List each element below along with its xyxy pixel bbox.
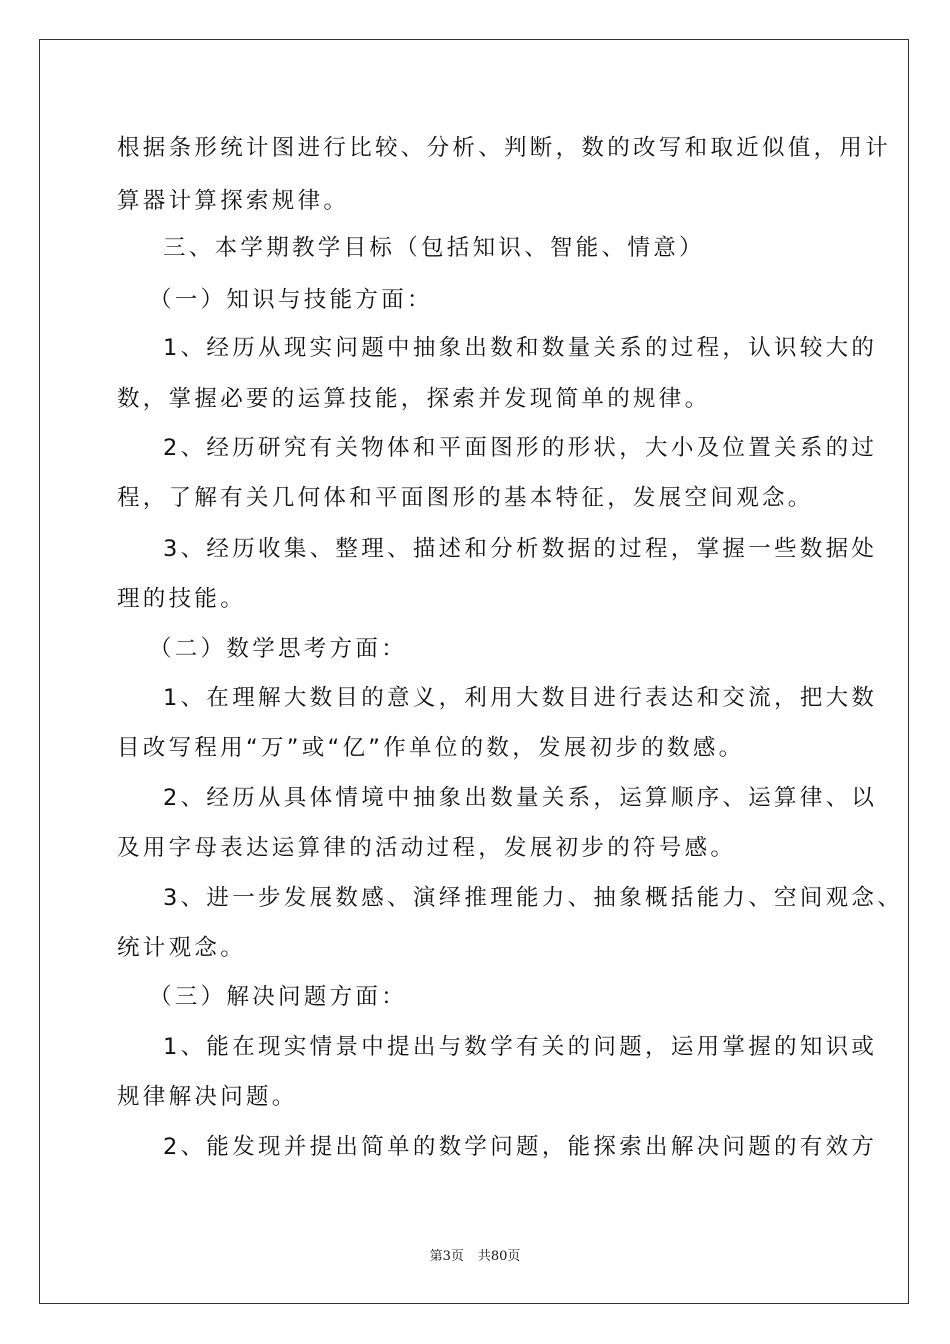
text-line: 规律解决问题。 <box>117 1084 298 1110</box>
text-line: 目改写程用“万”或“亿”作单位的数，发展初步的数感。 <box>117 735 745 761</box>
text-line: 2、能发现并提出简单的数学问题，能探索出解决问题的有效方 <box>163 1134 878 1160</box>
text-line: 3、经历收集、整理、描述和分析数据的过程，掌握一些数据处 <box>163 536 878 562</box>
page-border <box>39 39 909 1304</box>
text-line: 数，掌握必要的运算技能，探索并发现简单的规律。 <box>117 386 711 412</box>
text-line: 2、经历从具体情境中抽象出数量关系，运算顺序、运算律、以 <box>163 785 878 811</box>
page-footer <box>0 1245 950 1264</box>
subsection-heading: （一）知识与技能方面： <box>149 287 433 313</box>
section-heading: 三、本学期教学目标（包括知识、智能、情意） <box>163 235 705 261</box>
text-line: 1、能在现实情景中提出与数学有关的问题，运用掌握的知识或 <box>163 1034 878 1060</box>
text-line: 统计观念。 <box>117 935 247 961</box>
subsection-heading: （三）解决问题方面： <box>149 984 408 1010</box>
total-pages: 共80页 <box>477 1249 521 1264</box>
subsection-heading: （二）数学思考方面： <box>149 636 408 662</box>
text-line: 根据条形统计图进行比较、分析、判断，数的改写和取近似值，用计 <box>117 135 892 161</box>
page-number: 第3页 <box>429 1249 464 1264</box>
text-line: 算器计算探索规律。 <box>117 188 350 214</box>
text-line: 及用字母表达运算律的活动过程，发展初步的符号感。 <box>117 835 737 861</box>
text-line: 3、进一步发展数感、演绎推理能力、抽象概括能力、空间观念、 <box>163 885 904 911</box>
text-line: 2、经历研究有关物体和平面图形的形状，大小及位置关系的过 <box>163 435 878 461</box>
text-line: 程，了解有关几何体和平面图形的基本特征，发展空间观念。 <box>117 485 814 511</box>
text-line: 1、经历从现实问题中抽象出数和数量关系的过程，认识较大的 <box>163 335 878 361</box>
text-line: 1、在理解大数目的意义，利用大数目进行表达和交流，把大数 <box>163 685 878 711</box>
text-line: 理的技能。 <box>117 586 247 612</box>
